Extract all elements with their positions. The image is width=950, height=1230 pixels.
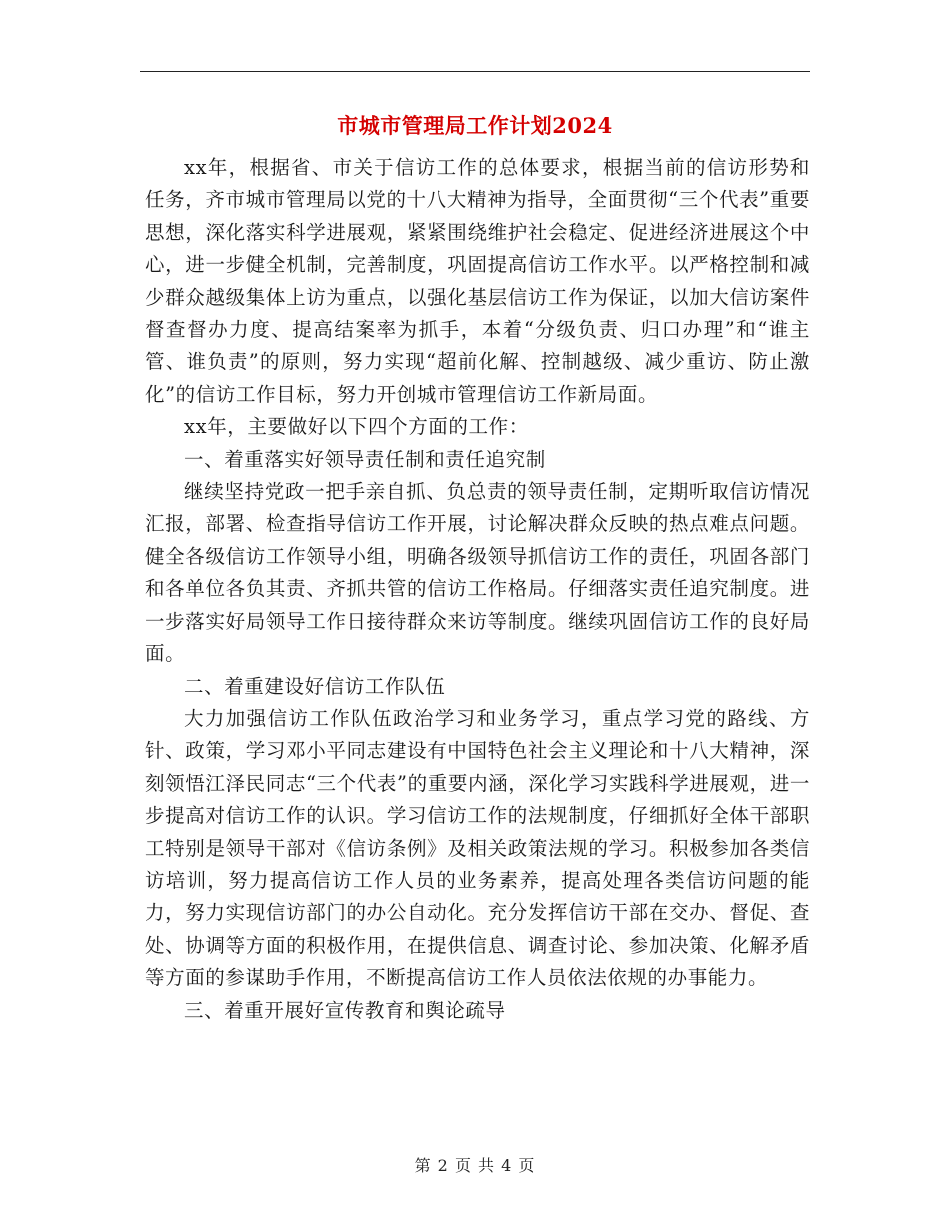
paragraph-section-1: 继续坚持党政一把手亲自抓、负总责的领导责任制，定期听取信访情况汇报，部署、检查指导信访工作开展，讨论解决群众反映的热点难点问题。健全各级信访工作领导小组，明确各级领导抓信访工作的责任，巩固各部门和各单位各负其责、齐抓共管的信访工作格局。仔细落实责任追究制度。进一步落实好局领导工作日接待群众来访等制度。继续巩固信访工作的良好局面。 (145, 480, 810, 666)
document-title: 市城市管理局工作计划2024 (337, 113, 613, 138)
section-heading-1: 一、着重落实好领导责任制和责任追究制 (184, 447, 546, 471)
section-heading-2: 二、着重建设好信访工作队伍 (184, 674, 446, 698)
document-body (145, 152, 810, 1027)
paragraph-intro: xx年，根据省、市关于信访工作的总体要求，根据当前的信访形势和任务，齐市城市管理局以党的十八大精神为指导，全面贯彻“三个代表”重要思想，深化落实科学进展观，紧紧围绕维护社会稳定、促进经济进展这个中心，进一步健全机制，完善制度，巩固提高信访工作水平。以严格控制和减少群众越级集体上访为重点，以强化基层信访工作为保证，以加大信访案件督查督办力度、提高结案率为抓手，本着“分级负责、归口办理”和“谁主管、谁负责”的原则，努力实现“超前化解、控制越级、减少重访、防止激化”的信访工作目标，努力开创城市管理信访工作新局面。 (145, 156, 810, 406)
section-heading-3: 三、着重开展好宣传教育和舆论疏导 (184, 998, 506, 1022)
paragraph-overview: xx年，主要做好以下四个方面的工作： (184, 415, 529, 439)
paragraph-section-2: 大力加强信访工作队伍政治学习和业务学习，重点学习党的路线、方针、政策，学习邓小平同志建设有中国特色社会主义理论和十八大精神，深刻领悟江泽民同志“三个代表”的重要内涵，深化学习实践科学进展观，进一步提高对信访工作的认识。学习信访工作的法规制度，仔细抓好全体干部职工特别是领导干部对《信访条例》及相关政策法规的学习。积极参加各类信访培训，努力提高信访工作人员的业务素养，提高处理各类信访问题的能力，努力实现信访部门的办公自动化。充分发挥信访干部在交办、督促、查处、协调等方面的积极作用，在提供信息、调查讨论、参加决策、化解矛盾等方面的参谋助手作用，不断提高信访工作人员依法依规的办事能力。 (145, 706, 810, 990)
page-number-footer: 第 2 页 共 4 页 (414, 1156, 536, 1175)
header-rule (140, 71, 810, 72)
